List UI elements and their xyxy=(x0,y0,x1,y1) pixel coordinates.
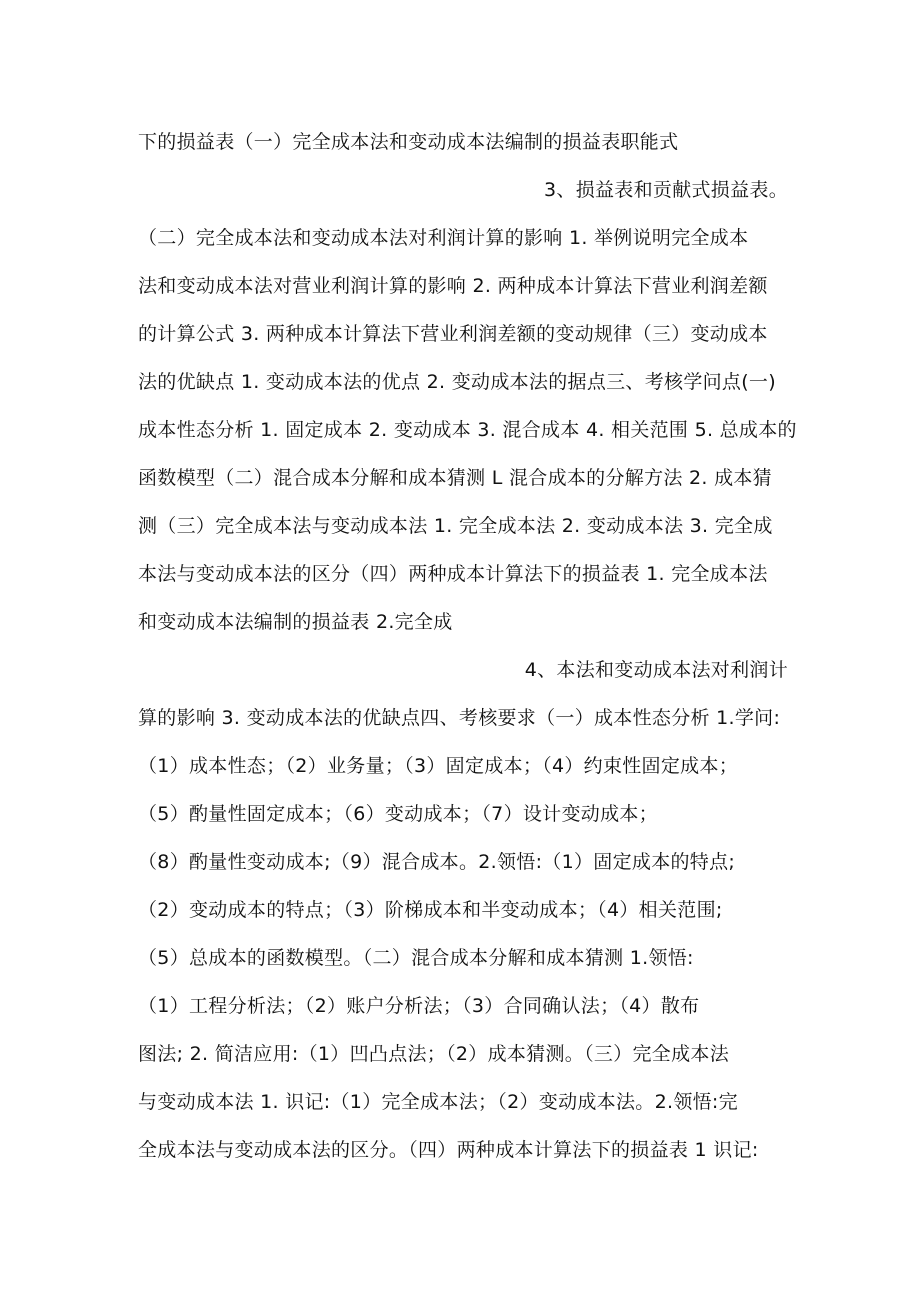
text-line: （1）工程分析法；（2）账户分析法；（3）合同确认法；（4）散布 xyxy=(138,995,700,1017)
text-line: 全成本法与变动成本法的区分。（四）两种成本计算法下的损益表 1 识记: xyxy=(138,1139,759,1161)
text-line: 3、损益表和贡献式损益表。 xyxy=(544,179,788,201)
text-line: （5）酌量性固定成本；（6）变动成本；（7）设计变动成本； xyxy=(138,803,658,825)
text-line: 和变动成本法编制的损益表 2.完全成 xyxy=(138,611,453,633)
text-line: 法和变动成本法对营业利润计算的影响 2. 两种成本计算法下营业利润差额 xyxy=(138,275,768,297)
text-line: 图法; 2. 简洁应用:（1）凹凸点法；（2）成本猜测。（三）完全成本法 xyxy=(138,1043,729,1065)
text-line: 本法与变动成本法的区分（四）两种成本计算法下的损益表 1. 完全成本法 xyxy=(138,563,768,585)
text-line: 与变动成本法 1. 识记:（1）完全成本法；（2）变动成本法。2.领悟:完 xyxy=(138,1091,738,1113)
text-line: 下的损益表（一）完全成本法和变动成本法编制的损益表职能式 xyxy=(138,131,679,153)
text-line: （5）总成本的函数模型。（二）混合成本分解和成本猜测 1.领悟: xyxy=(138,947,694,969)
text-line: 的计算公式 3. 两种成本计算法下营业利润差额的变动规律（三）变动成本 xyxy=(138,323,768,345)
text-line: （2）变动成本的特点；（3）阶梯成本和半变动成本；（4）相关范围; xyxy=(138,899,723,921)
text-line: 函数模型（二）混合成本分解和成本猜测 L 混合成本的分解方法 2. 成本猜 xyxy=(138,467,772,489)
text-line: （8）酌量性变动成本;（9）混合成本。2.领悟:（1）固定成本的特点; xyxy=(138,851,736,873)
text-line: 成本性态分析 1. 固定成本 2. 变动成本 3. 混合成本 4. 相关范围 5. 总成本的 xyxy=(138,419,797,441)
text-line: （1）成本性态；（2）业务量；（3）固定成本；（4）约束性固定成本； xyxy=(138,755,739,777)
text-line: 算的影响 3. 变动成本法的优缺点四、考核要求（一）成本性态分析 1.学问: xyxy=(138,707,781,729)
text-line: （二）完全成本法和变动成本法对利润计算的影响 1. 举例说明完全成本 xyxy=(138,227,749,249)
text-line: 法的优缺点 1. 变动成本法的优点 2. 变动成本法的据点三、考核学问点(一) xyxy=(138,371,776,393)
text-line: 4、本法和变动成本法对利润计 xyxy=(524,659,788,681)
text-line: 测（三）完全成本法与变动成本法 1. 完全成本法 2. 变动成本法 3. 完全成 xyxy=(138,515,773,537)
